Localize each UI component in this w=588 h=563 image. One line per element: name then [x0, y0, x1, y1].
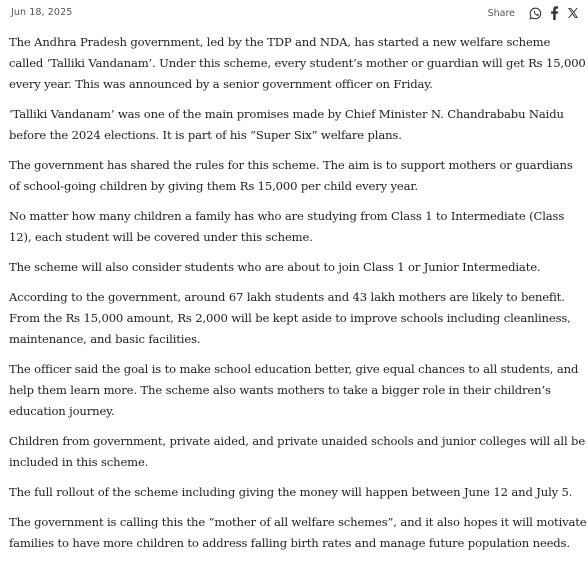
whatsapp-icon[interactable] [528, 5, 542, 21]
paragraph: The scheme will also consider students who are about to join Class 1 or Junior Intermediate. [9, 260, 541, 274]
publish-date: Jun 18, 2025 [11, 7, 73, 18]
paragraph: The government has shared the rules for this scheme. The aim is to support mothers or guardians of school-going children by giving them Rs 15,000 per child every year. [9, 158, 573, 193]
paragraph: The government is calling this the “mother of all welfare schemes”, and it also hopes it will motivate families to have more children to address falling birth rates and manage future population needs. [9, 515, 587, 550]
paragraph: ‘Talliki Vandanam’ was one of the main promises made by Chief Minister N. Chandrababu Naidu before the 2024 elections. It is part of his “Super Six” welfare plans. [9, 107, 564, 142]
paragraph: The Andhra Pradesh government, led by the TDP and NDA, has started a new welfare scheme called ‘Talliki Vandanam’. Under this scheme, every student’s mother or guardian will get Rs 15,000 every year. This was announced by a senior government officer on Friday. [9, 35, 586, 91]
x-icon[interactable] [566, 5, 580, 21]
paragraph: Children from government, private aided, and private unaided schools and junior colleges will all be included in this scheme. [9, 434, 586, 469]
paragraph: The officer said the goal is to make school education better, give equal chances to all students, and help them learn more. The scheme also wants mothers to take a bigger role in their children’s education journey. [9, 362, 579, 418]
paragraph: No matter how many children a family has who are studying from Class 1 to Intermediate (Class 12), each student will be covered under this scheme. [9, 209, 565, 244]
share-bar [488, 4, 580, 22]
paragraph: The full rollout of the scheme including giving the money will happen between June 12 and July 5. [9, 485, 573, 499]
facebook-icon[interactable] [547, 5, 561, 21]
share-label: Share [487, 7, 515, 19]
paragraph: According to the government, around 67 lakh students and 43 lakh mothers are likely to benefit. From the Rs 15,000 amount, Rs 2,000 will be kept aside to improve schools including cleanliness, maintenance, and basic facilities. [9, 290, 571, 346]
article-meta-bar [0, 0, 588, 26]
article-body [9, 32, 587, 563]
